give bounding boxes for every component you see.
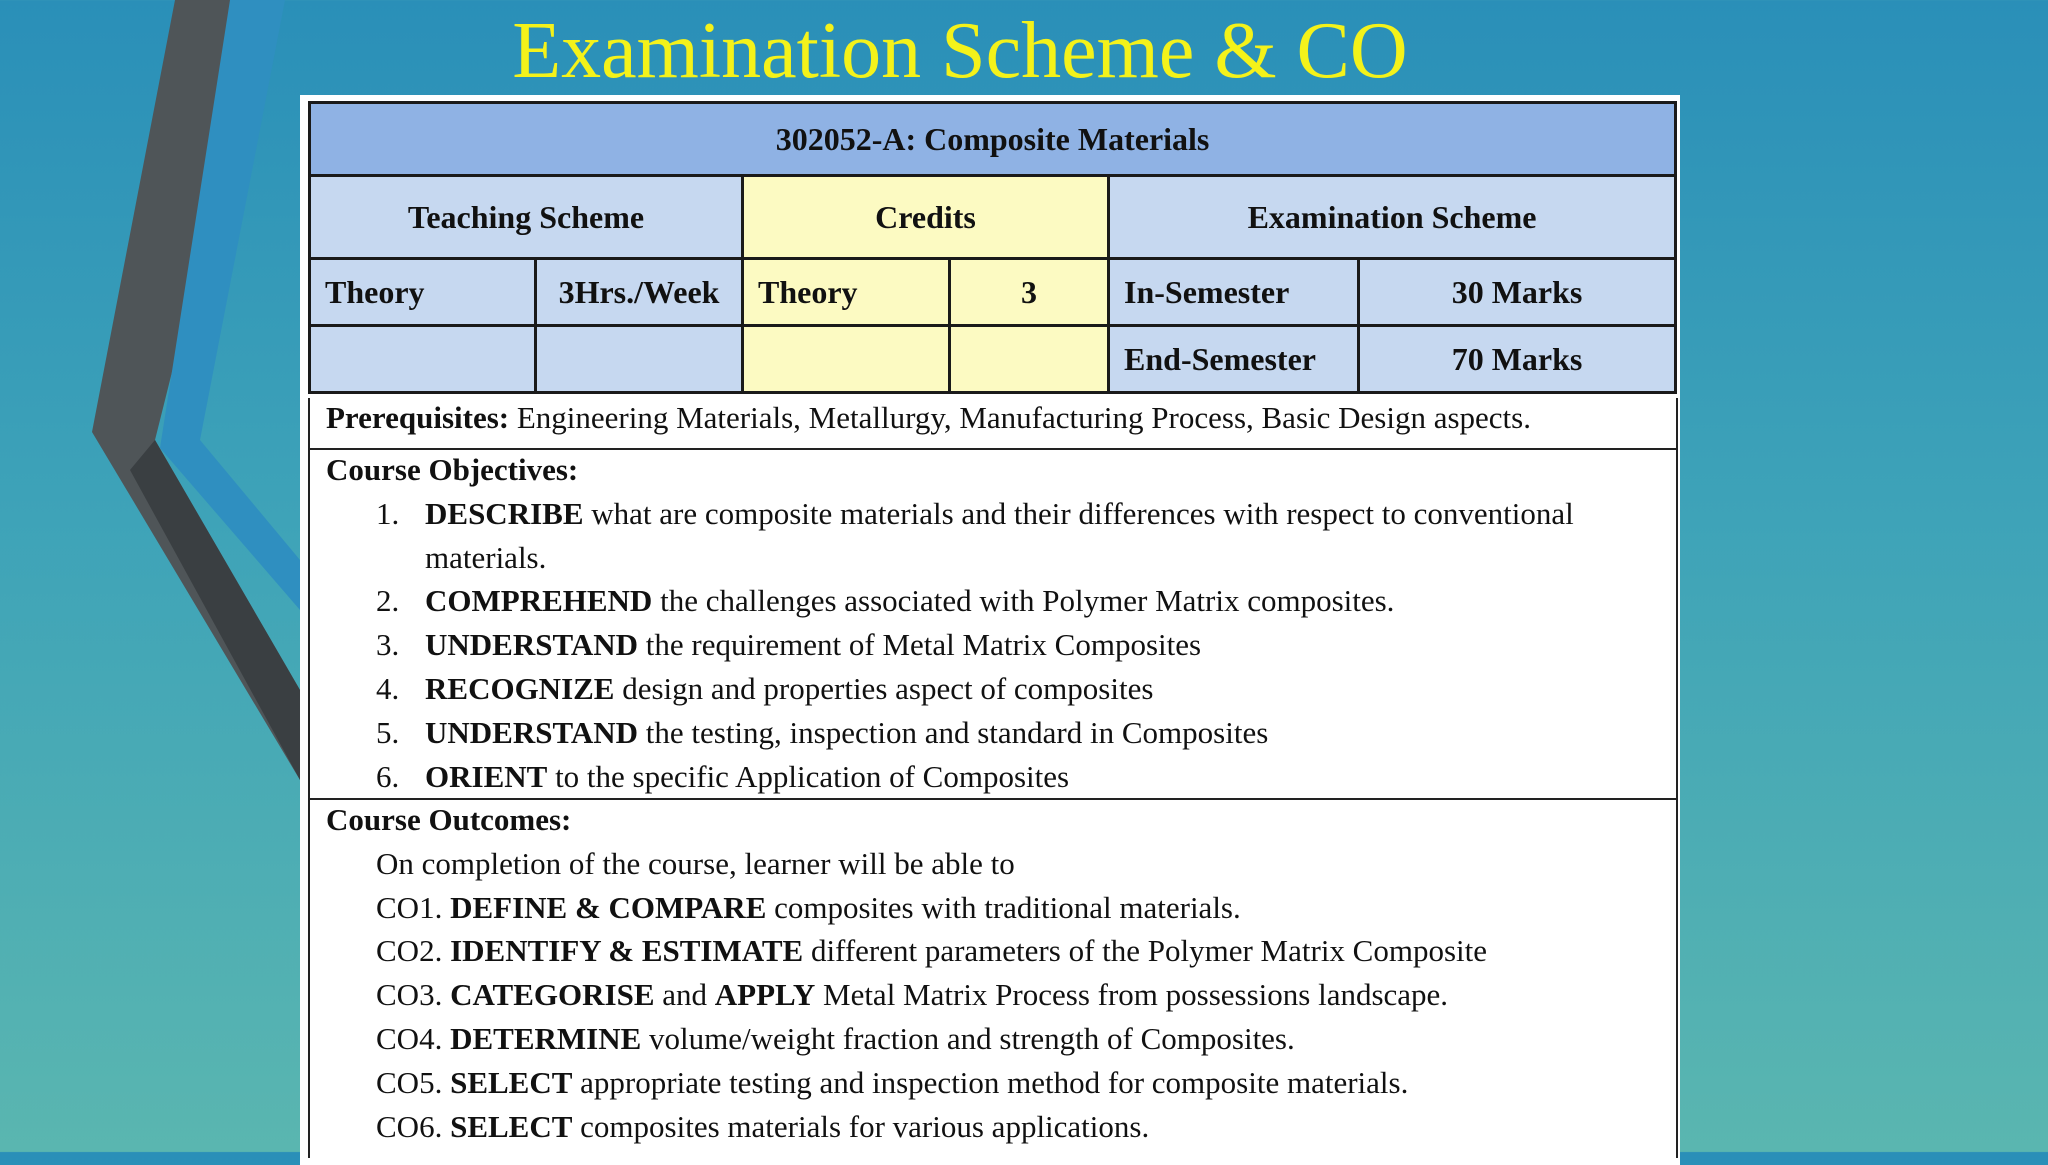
divider — [310, 798, 1676, 800]
objective-number: 6. — [376, 759, 400, 794]
objective-verb: DESCRIBE — [425, 496, 584, 531]
outcome-verb: IDENTIFY & ESTIMATE — [450, 933, 804, 968]
outcome-verb: DEFINE & COMPARE — [450, 890, 767, 925]
outcome-item — [376, 977, 1448, 1013]
objective-desc: what are composite materials and their differences with respect to conventional — [583, 496, 1574, 531]
objective-verb: RECOGNIZE — [425, 671, 615, 706]
outcome-verb: SELECT — [450, 1065, 573, 1100]
empty-cell — [743, 326, 950, 393]
outcome-code: CO2. — [376, 933, 451, 968]
outcome-code: CO1. — [376, 890, 451, 925]
teaching-scheme-header: Teaching Scheme — [310, 176, 743, 259]
objective-text — [425, 627, 1201, 663]
objective-desc: the testing, inspection and standard in Composites — [638, 715, 1269, 750]
outcome-code: CO4. — [376, 1021, 451, 1056]
slide-title: Examination Scheme & CO — [512, 7, 1408, 95]
objective-desc: the challenges associated with Polymer Matrix composites. — [652, 583, 1395, 618]
objective-verb: UNDERSTAND — [425, 715, 639, 750]
outcome-verb: SELECT — [450, 1109, 573, 1144]
examination-scheme-header: Examination Scheme — [1109, 176, 1676, 259]
objective-desc: the requirement of Metal Matrix Composites — [638, 627, 1202, 662]
prerequisites-label: Prerequisites: — [326, 400, 510, 435]
outcome-desc: Metal Matrix Process from possessions landscape. — [815, 977, 1449, 1012]
objective-desc: design and properties aspect of composites — [614, 671, 1154, 706]
outcome-code: CO3. — [376, 977, 451, 1012]
outcome-item — [376, 890, 1241, 926]
objective-number: 1. — [376, 496, 400, 531]
outcomes-intro: On completion of the course, learner will be able to — [376, 846, 1015, 881]
outcome-item — [376, 933, 1487, 969]
prerequisites-line — [326, 400, 1531, 436]
empty-cell — [536, 326, 743, 393]
credit-type: Theory — [743, 259, 950, 326]
outcome-connector: and — [654, 977, 715, 1012]
end-semester-label: End-Semester — [1109, 326, 1359, 393]
outcome-desc: appropriate testing and inspection method for composite materials. — [572, 1065, 1409, 1100]
outcome-item — [376, 1109, 1149, 1145]
outcome-verb: CATEGORISE — [450, 977, 655, 1012]
teaching-type: Theory — [310, 259, 536, 326]
objective-text — [425, 496, 1574, 532]
objective-text — [425, 671, 1153, 707]
course-details — [308, 398, 1678, 1158]
outcome-desc: composites with traditional materials. — [766, 890, 1241, 925]
credits-header: Credits — [743, 176, 1109, 259]
outcome-desc: volume/weight fraction and strength of Composites. — [641, 1021, 1295, 1056]
outcome-desc: different parameters of the Polymer Matrix Composite — [803, 933, 1488, 968]
outcome-verb: DETERMINE — [450, 1021, 642, 1056]
objective-text — [425, 715, 1268, 751]
outcome-desc: composites materials for various applications. — [572, 1109, 1150, 1144]
objective-text — [425, 583, 1394, 619]
outcomes-heading — [326, 802, 571, 838]
objective-number: 4. — [376, 671, 400, 706]
in-semester-marks: 30 Marks — [1359, 259, 1676, 326]
outcome-code: CO5. — [376, 1065, 451, 1100]
objectives-heading-text: Course Objectives: — [326, 452, 579, 487]
objective-desc: to the specific Application of Composites — [547, 759, 1070, 794]
objective-verb: ORIENT — [425, 759, 548, 794]
in-semester-label: In-Semester — [1109, 259, 1359, 326]
objective-number: 3. — [376, 627, 400, 662]
outcome-item — [376, 1021, 1295, 1057]
course-header-table — [308, 101, 1677, 394]
outcomes-heading-text: Course Outcomes: — [326, 802, 572, 837]
objective-verb: COMPREHEND — [425, 583, 653, 618]
course-title: 302052-A: Composite Materials — [310, 103, 1676, 176]
prerequisites-text: Engineering Materials, Metallurgy, Manufacturing Process, Basic Design aspects. — [509, 400, 1531, 435]
objective-verb: UNDERSTAND — [425, 627, 639, 662]
divider — [310, 448, 1676, 450]
empty-cell — [950, 326, 1109, 393]
objective-number: 2. — [376, 583, 400, 618]
outcome-item — [376, 1065, 1408, 1101]
objective-text — [425, 759, 1069, 795]
empty-cell — [310, 326, 536, 393]
objective-continuation: materials. — [425, 540, 547, 575]
outcome-verb: APPLY — [714, 977, 816, 1012]
objectives-heading — [326, 452, 578, 488]
outcome-code: CO6. — [376, 1109, 451, 1144]
end-semester-marks: 70 Marks — [1359, 326, 1676, 393]
objective-number: 5. — [376, 715, 400, 750]
credit-value: 3 — [950, 259, 1109, 326]
teaching-hours: 3Hrs./Week — [536, 259, 743, 326]
